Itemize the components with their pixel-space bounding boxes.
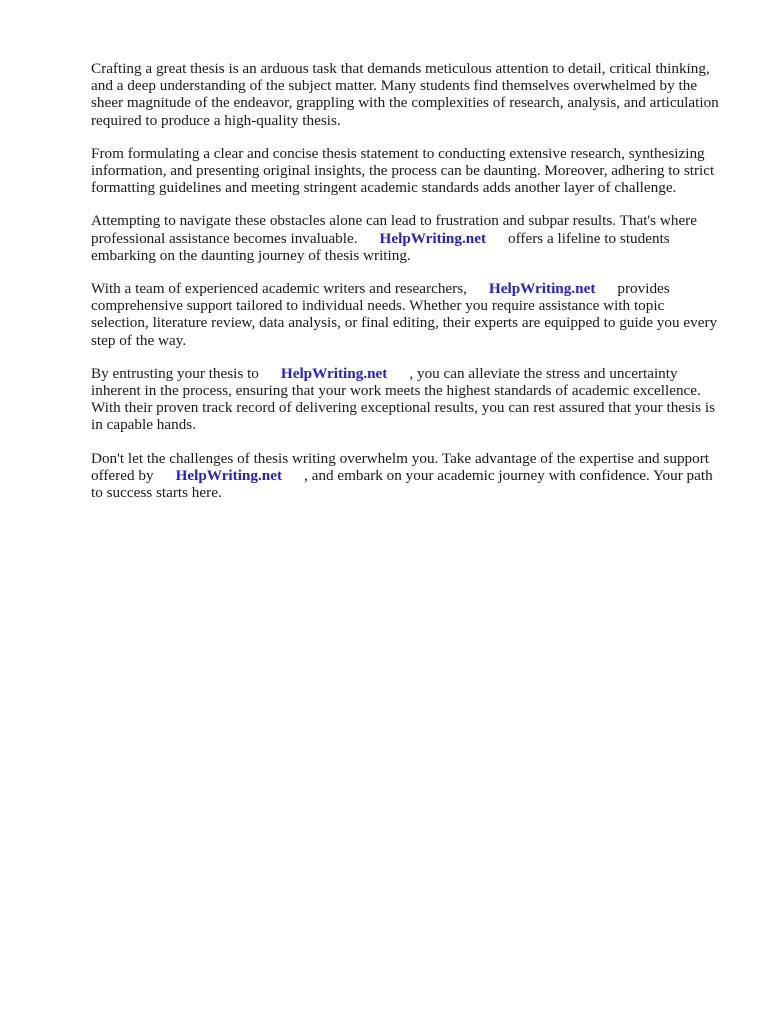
paragraph-text-after: , and embark on your academic journey with confidence. Your path to success starts here. bbox=[91, 466, 713, 502]
paragraph-text-after: offers a lifeline to students embarking on the daunting journey of thesis writing. bbox=[91, 229, 670, 264]
document-body bbox=[91, 60, 723, 517]
paragraph-text: From formulating a clear and concise thesis statement to conducting extensive research, synthesizing information, and presenting original insights, the process can be daunting. Moreover, adhering to strict formatting guidelines and meeting stringent academic standards adds another layer of challenge. bbox=[91, 144, 715, 197]
paragraph-text-after: , you can alleviate the stress and uncertainty inherent in the process, ensuring that your work meets the highest standards of academic excellence. With their proven track record of delivering exceptional results, you can rest assured that your thesis is in capable hands. bbox=[91, 364, 715, 434]
paragraph-team bbox=[91, 280, 723, 349]
paragraph-assistance bbox=[91, 212, 723, 264]
paragraph-entrusting bbox=[91, 365, 723, 434]
paragraph-text-before: Attempting to navigate these obstacles alone can lead to frustration and subpar results. That's where professional assistance becomes invaluable. bbox=[91, 212, 697, 247]
helpwriting-link[interactable]: HelpWriting.net bbox=[280, 364, 388, 382]
helpwriting-link[interactable]: HelpWriting.net bbox=[379, 229, 487, 247]
paragraph-closing bbox=[91, 450, 723, 502]
paragraph-text: Crafting a great thesis is an arduous task that demands meticulous attention to detail, critical thinking, and a deep understanding of the subject matter. Many students find themselves overwhelmed by the sheer magnitude of the endeavor, grappling with the complexities of research, analysis, and articulation required to produce a high-quality thesis. bbox=[91, 60, 719, 129]
helpwriting-link[interactable]: HelpWriting.net bbox=[488, 280, 596, 298]
paragraph-process bbox=[91, 145, 723, 197]
paragraph-intro bbox=[91, 60, 723, 129]
paragraph-text-before: By entrusting your thesis to bbox=[91, 364, 259, 382]
paragraph-text-before: With a team of experienced academic writers and researchers, bbox=[91, 280, 467, 298]
helpwriting-link[interactable]: HelpWriting.net bbox=[175, 466, 283, 484]
paragraph-text-before: Don't let the challenges of thesis writing overwhelm you. Take advantage of the expertise and support offered by bbox=[91, 449, 709, 484]
paragraph-text-after: provides comprehensive support tailored to individual needs. Whether you require assistance with topic selection, literature review, data analysis, or final editing, their experts are equipped to guide you every step of the way. bbox=[91, 280, 718, 349]
